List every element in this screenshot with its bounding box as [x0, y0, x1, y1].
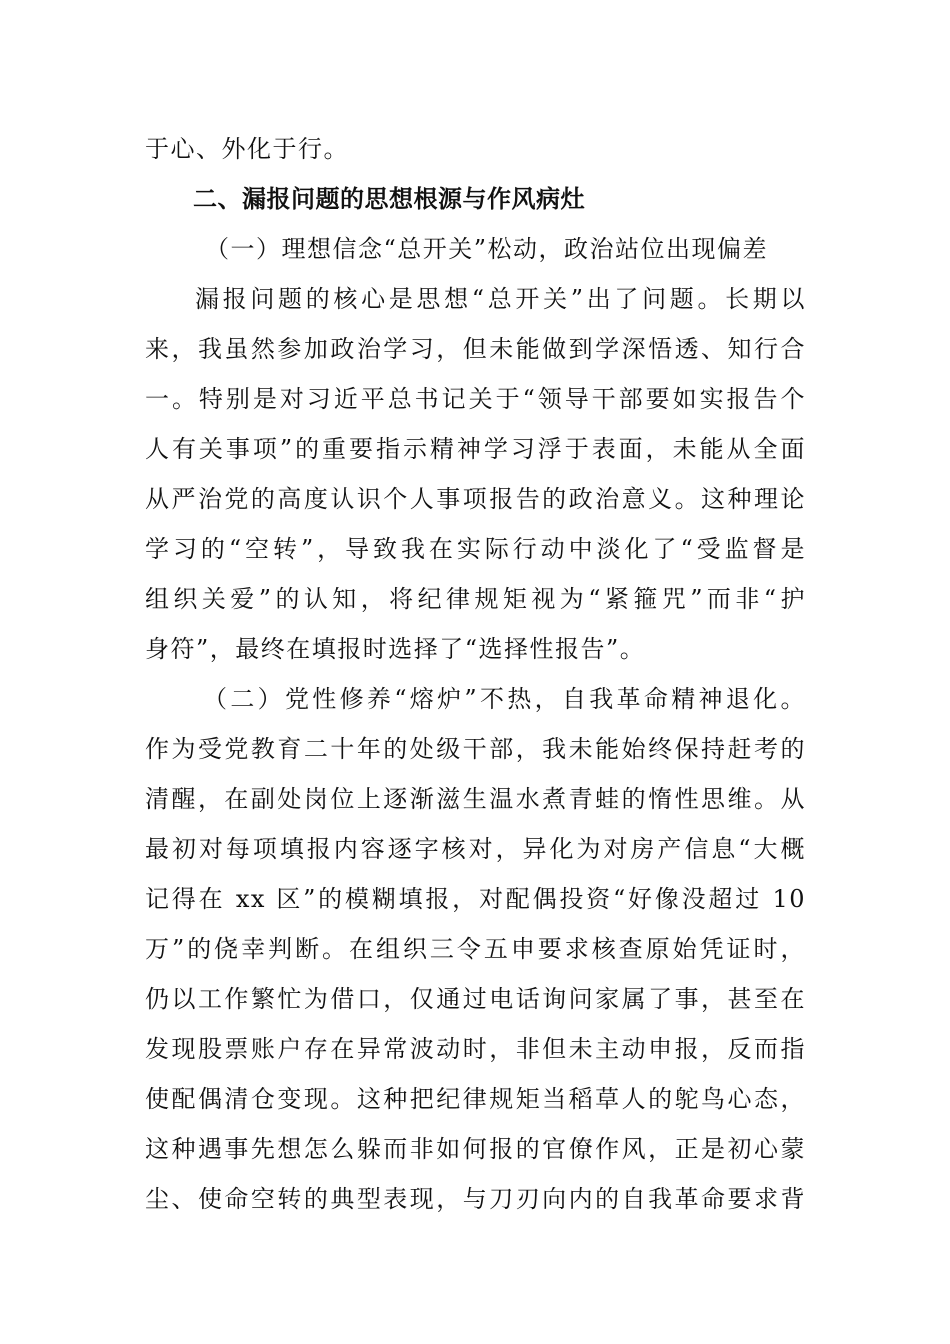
paragraph-line: 这种遇事先想怎么躲而非如何报的官僚作风，正是初心蒙	[145, 1135, 806, 1163]
paragraph-line: 尘、使命空转的典型表现，与刀刃向内的自我革命要求背	[145, 1185, 806, 1213]
paragraph-line: 人有关事项”的重要指示精神学习浮于表面，未能从全面	[145, 435, 806, 463]
document-page	[145, 124, 806, 1224]
paragraph-line: 从严治党的高度认识个人事项报告的政治意义。这种理论	[145, 485, 806, 513]
paragraph-line: 来，我虽然参加政治学习，但未能做到学深悟透、知行合	[145, 335, 806, 363]
subsection-heading: （一）理想信念“总开关”松动，政治站位出现偏差	[205, 235, 769, 263]
paragraph-line: 发现股票账户存在异常波动时，非但未主动申报，反而指	[145, 1035, 806, 1063]
paragraph-line: 最初对每项填报内容逐字核对，异化为对房产信息“大概	[145, 835, 806, 863]
paragraph-line: 于心、外化于行。	[145, 135, 349, 163]
paragraph-line: 作为受党教育二十年的处级干部，我未能始终保持赶考的	[145, 735, 806, 763]
paragraph-line: 使配偶清仓变现。这种把纪律规矩当稻草人的鸵鸟心态，	[145, 1085, 806, 1113]
paragraph-line: 一。特别是对习近平总书记关于“领导干部要如实报告个	[145, 385, 806, 413]
paragraph-line: 漏报问题的核心是思想“总开关”出了问题。长期以	[195, 285, 806, 313]
paragraph-line: 组织关爱”的认知，将纪律规矩视为“紧箍咒”而非“护	[145, 585, 806, 613]
paragraph-line: 身符”，最终在填报时选择了“选择性报告”。	[145, 635, 646, 663]
paragraph-line: 万”的侥幸判断。在组织三令五申要求核查原始凭证时，	[145, 935, 806, 963]
paragraph-line: （二）党性修养“熔炉”不热，自我革命精神退化。	[203, 685, 806, 713]
section-heading: 二、漏报问题的思想根源与作风病灶	[193, 185, 585, 213]
paragraph-line: 学习的“空转”，导致我在实际行动中淡化了“受监督是	[145, 535, 806, 563]
paragraph-line: 清醒，在副处岗位上逐渐滋生温水煮青蛙的惰性思维。从	[145, 785, 806, 813]
paragraph-line: 记得在 xx 区”的模糊填报，对配偶投资“好像没超过 10	[145, 885, 806, 913]
paragraph-line: 仍以工作繁忙为借口，仅通过电话询问家属了事，甚至在	[145, 985, 806, 1013]
